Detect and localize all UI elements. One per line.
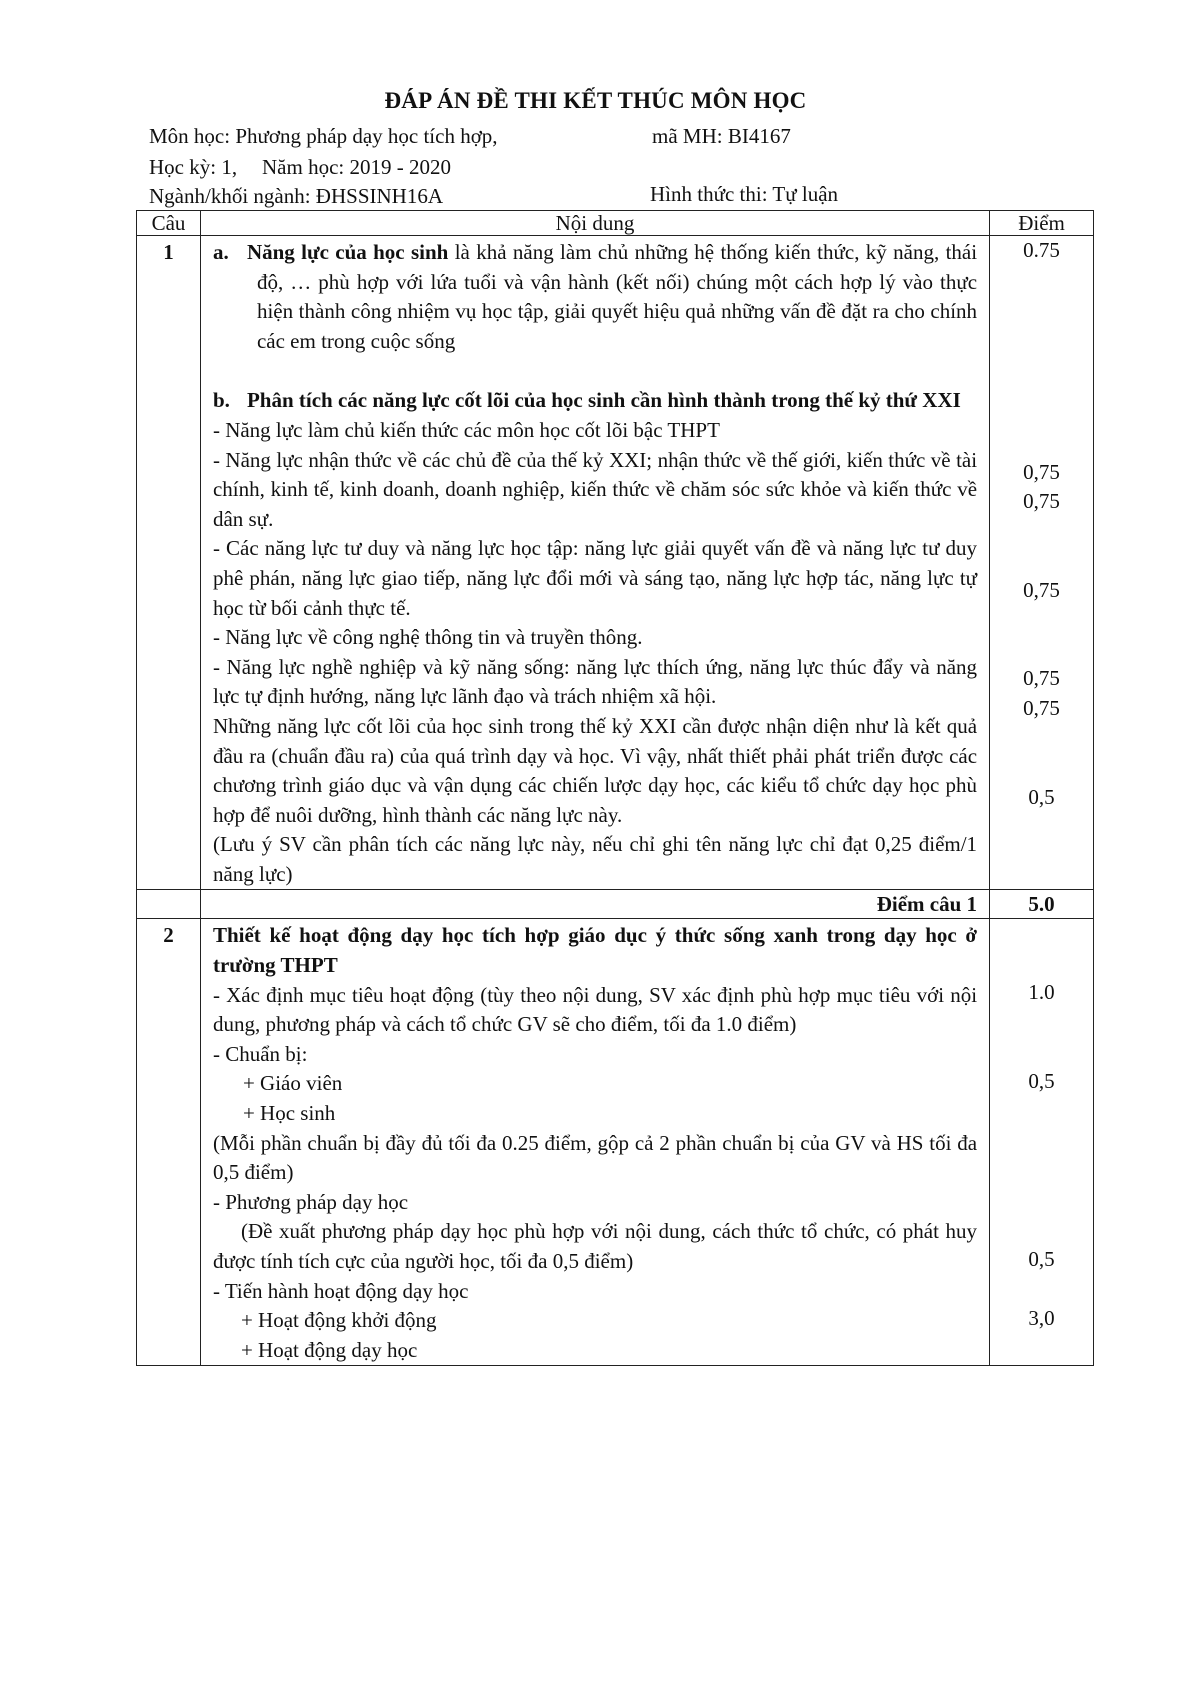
q1-total-label: Điểm câu 1 — [200, 890, 989, 919]
question-number: 1 — [137, 236, 201, 890]
page-title: ĐÁP ÁN ĐỀ THI KẾT THÚC MÔN HỌC — [384, 88, 807, 113]
question-1-total-row — [137, 890, 1094, 919]
q1-item-1-points: 0,75 — [1023, 459, 1060, 484]
question-1-points — [990, 236, 1094, 890]
q1-b-heading: Phân tích các năng lực cốt lõi của học sinh cần hình thành trong thế kỷ thứ XXI — [246, 388, 961, 413]
question-2-row — [137, 919, 1094, 1366]
q1-item-5-points: 0,75 — [1023, 695, 1060, 720]
q2-conduct: - Tiến hành hoạt động dạy học — [212, 1278, 469, 1303]
q2-method-points: 0,5 — [1028, 1246, 1055, 1271]
q1-item-2-points: 0,75 — [1023, 489, 1060, 514]
q2-prep-note: (Mỗi phần chuẩn bị đầy đủ tối đa 0.25 điểm, gộp cả 2 phần chuẩn bị của GV và HS tối đa 0,5 điểm) — [212, 1130, 978, 1185]
q1-b-label: b. — [212, 388, 230, 413]
q1-note: (Lưu ý SV cần phân tích các năng lực này, nếu chỉ ghi tên năng lực chỉ đạt 0,25 điểm/1 năng lực) — [212, 832, 978, 886]
empty-cell — [137, 890, 201, 919]
q2-goal: - Xác định mục tiêu hoạt động (tùy theo nội dung, SV xác định phù hợp mục tiêu với nội dung, phương pháp và cách tổ chức GV sẽ cho điểm, tối đa 1.0 điểm) — [212, 982, 978, 1037]
q1-item-6-points: 0,5 — [1028, 784, 1055, 809]
question-2-content — [200, 919, 989, 1366]
q2-heading: Thiết kế hoạt động dạy học tích hợp giáo dục ý thức sống xanh trong dạy học ở trường THPT — [212, 923, 978, 978]
q2-conduct-points: 3,0 — [1028, 1306, 1055, 1331]
header-question: Câu — [137, 211, 201, 236]
question-number: 2 — [137, 919, 201, 1366]
q2-conduct-teach: + Hoạt động dạy học — [240, 1337, 418, 1362]
q1-item-4: - Năng lực về công nghệ thông tin và truyền thông. — [212, 625, 643, 650]
question-1-row — [137, 236, 1094, 890]
q1-part-b — [213, 386, 977, 416]
q2-conduct-start: + Hoạt động khởi động — [240, 1308, 437, 1333]
q2-method: - Phương pháp dạy học — [212, 1189, 409, 1214]
header-content: Nội dung — [200, 211, 989, 236]
subject-code: mã MH: BI4167 — [652, 124, 791, 148]
q1-total-value: 5.0 — [990, 890, 1094, 919]
q2-prep-points: 0,5 — [1028, 1069, 1055, 1094]
q1-item-3: - Các năng lực tư duy và năng lực học tập: năng lực giải quyết vấn đề và năng lực tư duy phê phán, năng lực giao tiếp, năng lực đổi mới và sáng tạo, năng lực hợp tác, năng lực tự học từ bối cảnh thực tế. — [212, 536, 978, 620]
term: Học kỳ: 1, — [149, 155, 238, 179]
major: Ngành/khối ngành: ĐHSSINH16A — [149, 184, 443, 208]
q2-prep-teacher: + Giáo viên — [242, 1071, 343, 1096]
q1-item-2: - Năng lực nhận thức về các chủ đề của thế kỷ XXI; nhận thức về thế giới, kiến thức về tài chính, kinh tế, kinh doanh, doanh nghiệp, kiến thức về chăm sóc sức khỏe và kiến thức về dân sự. — [212, 447, 978, 531]
q2-goal-points: 1.0 — [1028, 980, 1055, 1005]
q1-part-a — [213, 238, 977, 356]
q2-method-note: (Đề xuất phương pháp dạy học phù hợp với nội dung, cách thức tổ chức, có phát huy được tính tích cực của người học, tối đa 0,5 điểm) — [212, 1219, 978, 1273]
header-points: Điểm — [990, 211, 1094, 236]
q2-prep: - Chuẩn bị: — [212, 1041, 308, 1066]
q1-item-4-points: 0,75 — [1023, 666, 1060, 691]
q1-a-definition: là khả năng làm chủ những hệ thống kiến thức, kỹ năng, thái độ, … phù hợp với lứa tuổi và vận hành (kết nối) chúng một cách hợp lý vào thực hiện thành công nhiệm vụ học tập, giải quyết hiệu quả những vấn đề đặt ra cho chính các em trong cuộc sống — [256, 240, 978, 353]
q2-prep-student: + Học sinh — [242, 1101, 336, 1126]
q1-item-6: Những năng lực cốt lõi của học sinh trong thế kỷ XXI cần được nhận diện như là kết quả đầu ra (chuẩn đầu ra) của quá trình dạy và học. Vì vậy, nhất thiết phải phát triển được các chương trình giáo dục và vận dụng các chiến lược dạy học, các kiểu tổ chức dạy học phù hợp để nuôi dưỡng, hình thành các năng lực này. — [212, 713, 978, 827]
q1-item-5: - Năng lực nghề nghiệp và kỹ năng sống: năng lực thích ứng, năng lực thúc đẩy và năng lực tự định hướng, năng lực lãnh đạo và trách nhiệm xã hội. — [212, 654, 978, 709]
question-2-points — [990, 919, 1094, 1366]
exam-form: Hình thức thi: Tự luận — [650, 182, 839, 206]
q1-a-term: Năng lực của học sinh — [246, 240, 449, 264]
q1-item-1: - Năng lực làm chủ kiến thức các môn học cốt lõi bậc THPT — [212, 417, 720, 442]
answer-table — [136, 210, 1094, 1366]
q1-a-label: a. — [212, 240, 229, 264]
school-year: Năm học: 2019 - 2020 — [262, 155, 451, 179]
subject-line: Môn học: Phương pháp dạy học tích hợp, — [149, 124, 498, 148]
table-header-row — [137, 211, 1094, 236]
q1-a-points: 0.75 — [1023, 238, 1060, 262]
q1-item-3-points: 0,75 — [1023, 577, 1060, 602]
question-1-content — [200, 236, 989, 890]
